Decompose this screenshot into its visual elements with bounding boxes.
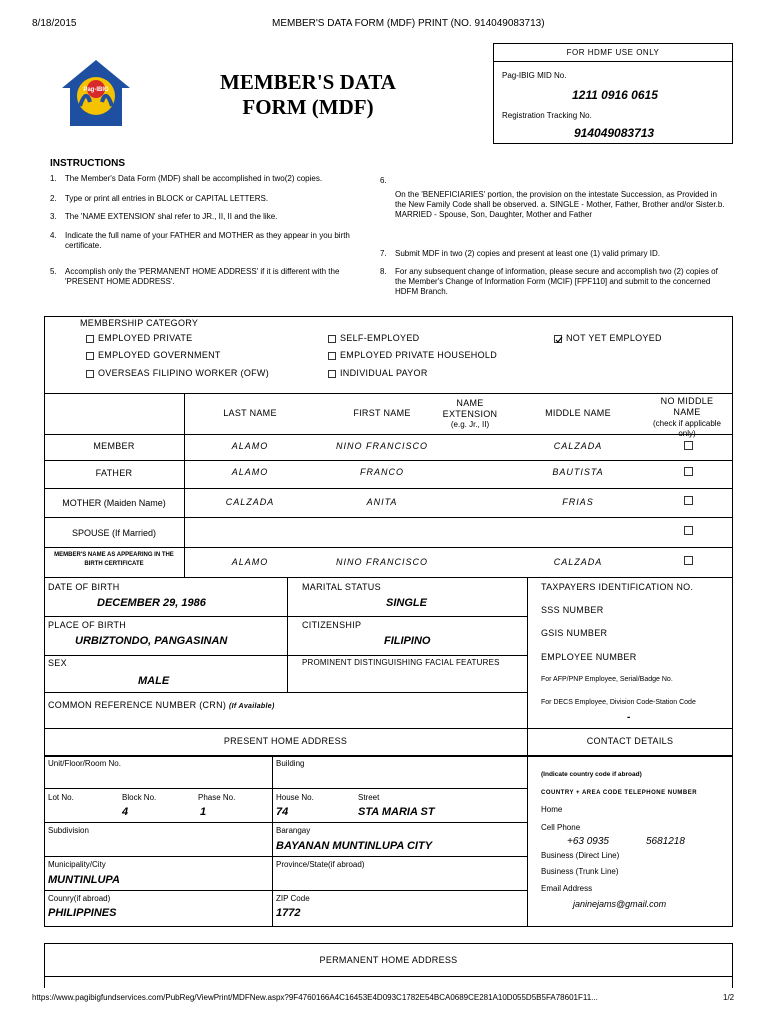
business-trunk-label: Business (Trunk Line): [541, 867, 619, 876]
unit-label: Unit/Floor/Room No.: [48, 759, 121, 768]
checkbox-icon[interactable]: [328, 335, 336, 343]
instruction-text: For any subsequent change of information, please secure and accomplish two (2) copies of the Member's Change of Information Form (MCIF) [FPF110] and submit to the concerned HDFM Branch.: [395, 267, 718, 296]
bc-no-middle-checkbox[interactable]: [684, 556, 693, 565]
employee-number-label: EMPLOYEE NUMBER: [541, 652, 637, 662]
row-label-father: FATHER: [95, 468, 133, 478]
grid-line: [44, 976, 733, 977]
rtn-value: 914049083713: [574, 126, 655, 140]
checkbox-icon[interactable]: [328, 370, 336, 378]
instruction-6-num: 6.: [380, 176, 387, 185]
mother-no-middle-checkbox[interactable]: [684, 496, 693, 505]
grid-line: [44, 460, 733, 461]
header-name-extension: NAME EXTENSION: [442, 398, 498, 419]
form-title: [208, 70, 408, 120]
province-label: Province/State(if abroad): [276, 860, 365, 869]
cell-phone-label: Cell Phone: [541, 823, 581, 832]
email-label: Email Address: [541, 884, 593, 893]
phase-value: 1: [200, 806, 207, 818]
citizenship-label: CITIZENSHIP: [302, 620, 362, 630]
marital-label: MARITAL STATUS: [302, 582, 381, 592]
spouse-no-middle-checkbox[interactable]: [684, 526, 693, 535]
instruction-num: 1.: [50, 174, 57, 183]
instruction-text: Type or print all entries in BLOCK or CAPITAL LETTERS.: [64, 194, 269, 203]
features-label: PROMINENT DISTINGUISHING FACIAL FEATURES: [302, 658, 500, 667]
option-employed-government[interactable]: [86, 350, 221, 360]
cell-code: +63 0935: [567, 836, 609, 847]
dob-value: DECEMBER 29, 1986: [97, 597, 206, 609]
print-date: 8/18/2015: [32, 18, 77, 29]
grid-line: [732, 756, 733, 926]
instruction-text: The 'NAME EXTENSION' shal refer to JR., II, II and the like.: [64, 212, 278, 221]
checked-checkbox-icon[interactable]: [554, 335, 562, 343]
checkbox-icon[interactable]: [86, 370, 94, 378]
instruction-2: [50, 194, 366, 204]
business-direct-label: Business (Direct Line): [541, 851, 620, 860]
option-label: EMPLOYED GOVERNMENT: [98, 350, 221, 360]
option-not-yet-employed[interactable]: [554, 333, 662, 343]
header-no-middle-name: NO MIDDLE NAME: [660, 396, 714, 417]
mid-label: Pag-IBIG MID No.: [502, 71, 567, 80]
print-title: MEMBER'S DATA FORM (MDF) PRINT (NO. 914049083713): [272, 18, 545, 29]
email-value: janinejams@gmail.com: [573, 899, 667, 909]
rtn-label: Registration Tracking No.: [502, 111, 592, 120]
phase-label: Phase No.: [198, 793, 236, 802]
grid-line: [44, 926, 733, 927]
option-label: NOT YET EMPLOYED: [566, 333, 662, 343]
country-label: Counry(if abroad): [48, 894, 111, 903]
grid-line: [184, 393, 185, 577]
row-label-member: MEMBER: [93, 441, 135, 451]
member-first-name: NINO FRANCISCO: [335, 441, 428, 451]
father-middle-name: BAUTISTA: [552, 467, 604, 477]
grid-line: [272, 756, 273, 926]
header-middle-name: MIDDLE NAME: [545, 408, 611, 418]
instruction-num: 4.: [50, 231, 57, 240]
row-label-birth-certificate: MEMBER'S NAME AS APPEARING IN THE BIRTH CERTIFICATE: [54, 552, 174, 567]
grid-line: [44, 547, 733, 548]
instructions-heading: INSTRUCTIONS: [50, 158, 125, 169]
instruction-num: 8.: [380, 267, 387, 276]
cell-number: 5681218: [646, 836, 685, 847]
home-phone-label: Home: [541, 805, 563, 814]
option-employed-private[interactable]: [86, 333, 193, 343]
sex-label: SEX: [48, 658, 67, 668]
form-title-line2: FORM (MDF): [242, 95, 374, 119]
row-label-mother: MOTHER (Maiden Name): [62, 498, 166, 508]
grid-line: [527, 756, 528, 926]
checkbox-icon[interactable]: [86, 335, 94, 343]
instruction-3: [50, 212, 366, 222]
option-label: OVERSEAS FILIPINO WORKER (OFW): [98, 368, 270, 378]
barangay-value: BAYANAN MUNTINLUPA CITY: [276, 840, 433, 852]
bc-last-name: ALAMO: [231, 557, 269, 567]
instruction-num: 3.: [50, 212, 57, 221]
form-title-line1: MEMBER'S DATA: [220, 70, 396, 94]
option-individual-payor[interactable]: [328, 368, 428, 378]
header-no-middle-name-sub: (check if applicable only): [652, 419, 722, 438]
logo-text: Pag-IBIG: [83, 87, 109, 93]
street-label: Street: [358, 793, 380, 802]
mid-value: 1211 0916 0615: [572, 88, 658, 102]
dob-label: DATE OF BIRTH: [48, 582, 120, 592]
bc-first-name: NINO FRANCISCO: [335, 557, 428, 567]
grid-line: [44, 434, 733, 435]
present-address-heading: PRESENT HOME ADDRESS: [223, 736, 348, 746]
tin-label: TAXPAYERS IDENTIFICATION NO.: [541, 582, 694, 592]
member-no-middle-checkbox[interactable]: [684, 441, 693, 450]
street-value: STA MARIA ST: [358, 806, 435, 818]
deped-label: For DECS Employee, Division Code-Station Code: [541, 699, 696, 706]
contact-heading: CONTACT DETAILS: [586, 736, 674, 746]
grid-line: [44, 692, 527, 693]
instruction-8: [380, 267, 725, 297]
header-name-extension-sub: (e.g. Jr., II): [450, 420, 490, 429]
member-last-name: ALAMO: [231, 441, 269, 451]
grid-line: [44, 822, 527, 823]
option-label: INDIVIDUAL PAYOR: [340, 368, 428, 378]
hdmf-use-box: [493, 43, 733, 144]
grid-line: [44, 488, 733, 489]
mother-middle-name: FRIAS: [562, 497, 594, 507]
hdmf-heading: FOR HDMF USE ONLY: [494, 44, 732, 62]
checkbox-icon[interactable]: [86, 352, 94, 360]
header-last-name: LAST NAME: [223, 408, 277, 418]
house-value: 74: [276, 806, 289, 818]
pob-label: PLACE OF BIRTH: [48, 620, 127, 630]
father-first-name: FRANCO: [360, 467, 404, 477]
grid-line: [44, 856, 527, 857]
contact-note: (Indicate country code if abroad): [541, 771, 642, 778]
checkbox-icon[interactable]: [328, 352, 336, 360]
block-label: Block No.: [122, 793, 157, 802]
row-label-spouse: SPOUSE (If Married): [71, 528, 156, 538]
building-label: Building: [276, 759, 305, 768]
house-label: House No.: [276, 793, 314, 802]
citizenship-value: FILIPINO: [384, 635, 431, 647]
instruction-7: [380, 249, 725, 259]
instruction-text: The Member's Data Form (MDF) shall be accomplished in two(2) copies.: [64, 174, 323, 183]
permanent-address-heading: PERMANENT HOME ADDRESS: [319, 955, 458, 965]
grid-line: [287, 655, 288, 692]
option-ofw[interactable]: [86, 368, 269, 378]
instruction-num: 7.: [380, 249, 387, 258]
sss-label: SSS NUMBER: [541, 605, 604, 615]
contact-columns: COUNTRY + AREA CODE TELEPHONE NUMBER: [541, 790, 698, 796]
grid-line: [44, 788, 527, 789]
gsis-label: GSIS NUMBER: [541, 628, 608, 638]
instruction-text: Indicate the full name of your FATHER and MOTHER as they appear in you birth certificate.: [65, 231, 350, 250]
grid-line: [44, 517, 733, 518]
zip-value: 1772: [276, 907, 301, 919]
grid-line: [44, 577, 733, 578]
option-label: SELF-EMPLOYED: [340, 333, 420, 343]
instruction-text: Accomplish only the 'PERMANENT HOME ADDRESS' if it is different with the 'PRESENT HOME ADDRESS'.: [65, 267, 340, 286]
instruction-num: 5.: [50, 267, 57, 276]
grid-line: [44, 890, 527, 891]
deped-value: -: [627, 712, 631, 723]
option-label: EMPLOYED PRIVATE: [98, 333, 193, 343]
municipality-value: MUNTINLUPA: [48, 874, 120, 886]
instruction-text: Submit MDF in two (2) copies and present at least one (1) valid primary ID.: [395, 249, 660, 258]
instruction-1: [50, 174, 366, 184]
zip-label: ZIP Code: [276, 894, 310, 903]
mother-first-name: ANITA: [366, 497, 398, 507]
option-label: EMPLOYED PRIVATE HOUSEHOLD: [340, 350, 497, 360]
father-no-middle-checkbox[interactable]: [684, 467, 693, 476]
option-self-employed[interactable]: [328, 333, 419, 343]
pagibig-logo: [60, 58, 132, 128]
afp-label: For AFP/PNP Employee, Serial/Badge No.: [541, 676, 673, 683]
sex-value: MALE: [138, 675, 170, 687]
country-value: PHILIPPINES: [48, 907, 117, 919]
membership-heading: MEMBERSHIP CATEGORY: [80, 318, 199, 328]
grid-line: [44, 616, 527, 617]
header-first-name: FIRST NAME: [353, 408, 411, 418]
instruction-5: [50, 267, 366, 287]
option-employed-private-household[interactable]: [328, 350, 497, 360]
grid-line: [44, 756, 733, 757]
municipality-label: Municipality/City: [48, 860, 106, 869]
crn-label: [48, 700, 275, 710]
grid-line: [527, 577, 528, 756]
bc-middle-name: CALZADA: [553, 557, 603, 567]
crn-note: (If Available): [229, 703, 275, 710]
footer-url: https://www.pagibigfundservices.com/PubReg/ViewPrint/MDFNew.aspx?9F4760166A4C16453E4D093C1782E54BCA0689CE281A10D055D5B5FA78601F11...: [32, 993, 598, 1002]
footer-page: 1/2: [723, 993, 735, 1002]
father-last-name: ALAMO: [231, 467, 269, 477]
subdivision-label: Subdivision: [48, 826, 89, 835]
grid-line: [44, 393, 733, 394]
lot-label: Lot No.: [48, 793, 74, 802]
crn-label-text: COMMON REFERENCE NUMBER (CRN): [48, 700, 227, 710]
instruction-num: 2.: [50, 194, 57, 203]
grid-line: [44, 756, 45, 926]
instruction-4: [50, 231, 366, 251]
marital-value: SINGLE: [386, 597, 427, 609]
pob-value: URBIZTONDO, PANGASINAN: [75, 635, 228, 647]
member-middle-name: CALZADA: [553, 441, 603, 451]
grid-line: [44, 655, 527, 656]
instruction-6-text: On the 'BENEFICIARIES' portion, the provision on the intestate Succession, as Provided in the New Family Code shall be observed. a. SINGLE - Mother, Father, Brother and/or Sister.b. MARRIED - Spouse, Son, Daughter, Mother and Father: [395, 190, 725, 219]
grid-line: [44, 728, 733, 729]
barangay-label: Barangay: [276, 826, 311, 835]
block-value: 4: [122, 806, 129, 818]
mother-last-name: CALZADA: [225, 497, 275, 507]
